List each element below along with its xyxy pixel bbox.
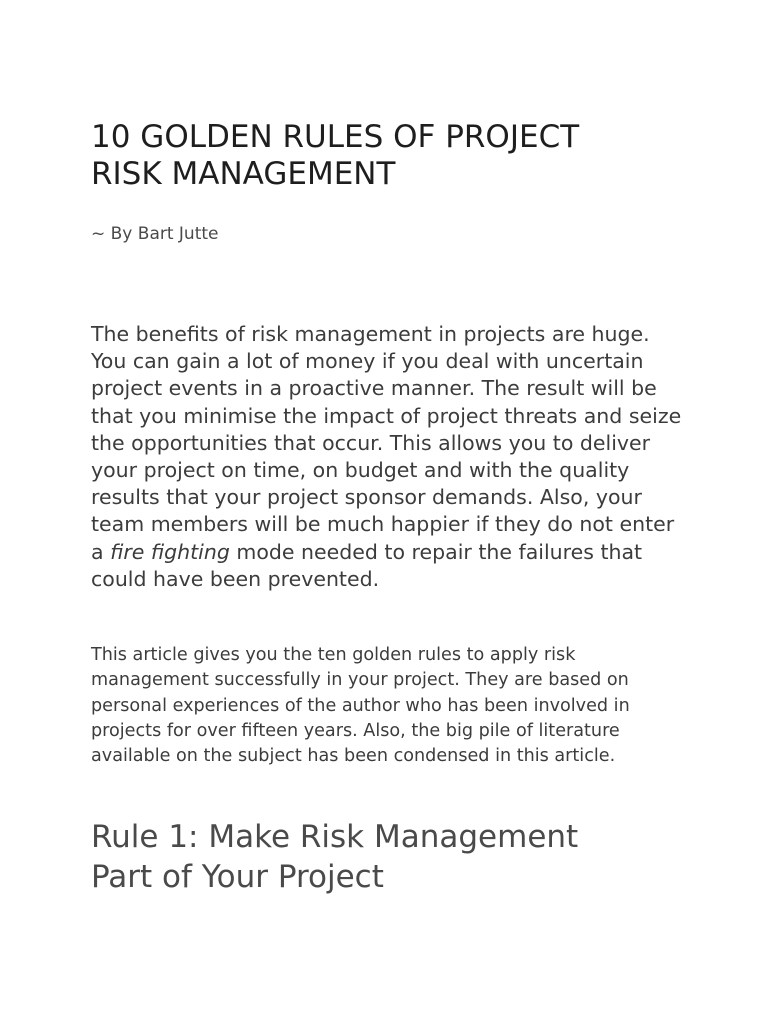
article-title-line-1: 10 GOLDEN RULES OF PROJECT	[91, 119, 580, 155]
article-byline: ~ By Bart Jutte	[91, 224, 219, 244]
lead-text-start: The benefits of risk management in projects are huge. You can gain a lot of money if you deal with uncertain project events in a proactive manner. The result will be that you minimise the impact of project threats and seize the opportunities that occur. This allows you to deliver your project on time, on budget and with the quality results that your project sponsor demands. Also, your team members will be much happier if they do not enter a	[91, 322, 682, 564]
article-title	[91, 119, 691, 193]
intro-paragraph: This article gives you the ten golden rules to apply risk management successfully in your project. They are based on personal experiences of the author who has been involved in projects for over fifteen years. Also, the big pile of literature available on the subject has been condensed in this article.	[91, 645, 630, 767]
rule-1-heading	[91, 817, 691, 897]
lead-text-end: mode needed to repair the failures that could have been prevented.	[91, 539, 643, 591]
rule-1-heading-line-2: Part of Your Project	[91, 859, 384, 895]
lead-paragraph	[91, 321, 691, 593]
rule-1-heading-line-1: Rule 1: Make Risk Management	[91, 819, 579, 855]
article-title-line-2: RISK MANAGEMENT	[91, 156, 396, 192]
lead-emphasis: fire fighting	[110, 539, 230, 564]
